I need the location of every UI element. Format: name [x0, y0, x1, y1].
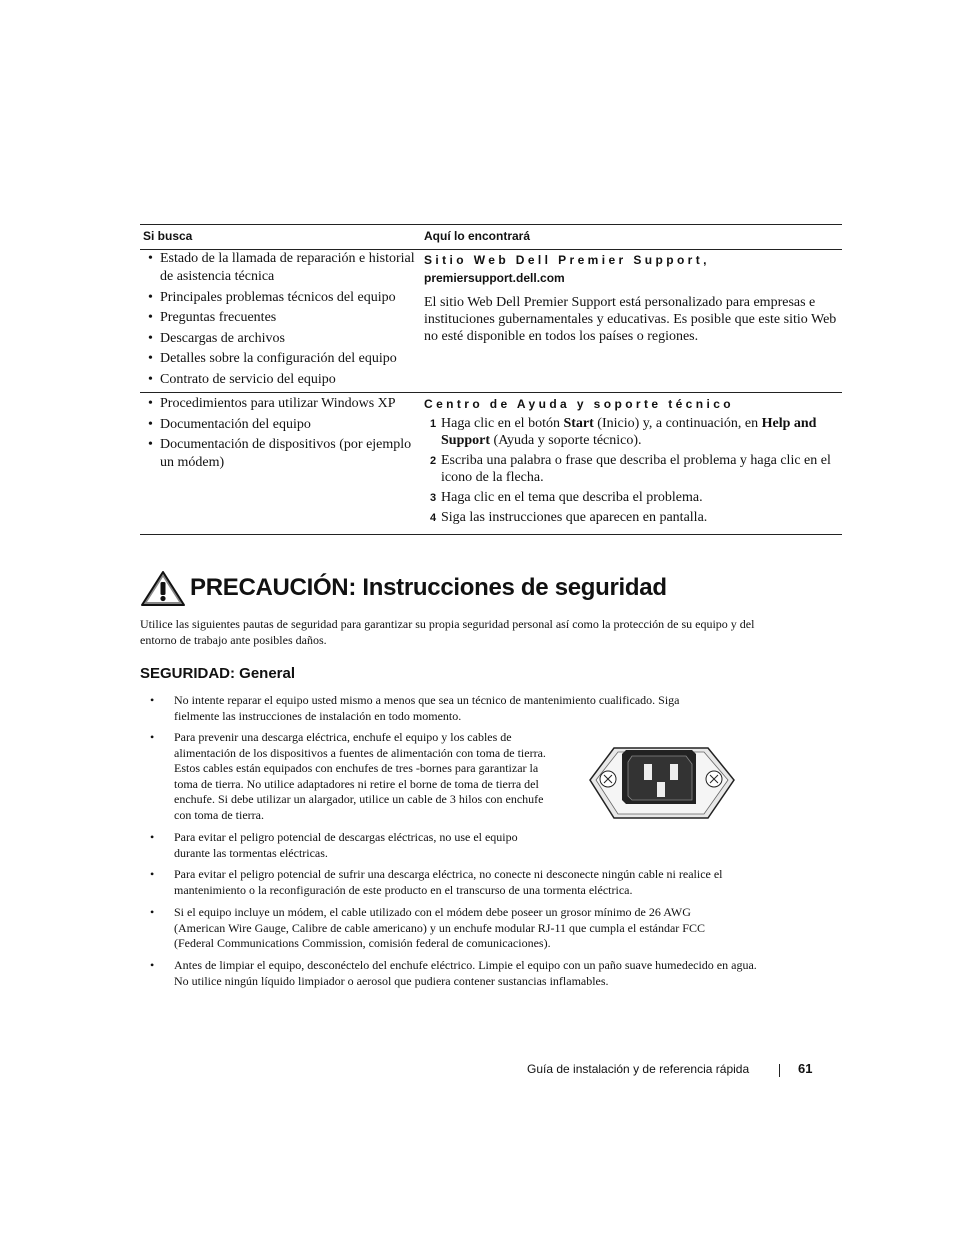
bullet-icon: •: [150, 905, 155, 919]
bullet-icon: •: [150, 693, 155, 707]
step-4: [424, 509, 842, 526]
footer-separator: [779, 1064, 780, 1077]
table-header-row: [140, 224, 842, 249]
step-number: 1: [430, 418, 437, 430]
table-bottom-rule: [140, 534, 842, 535]
step-text: (Ayuda y soporte técnico).: [490, 433, 642, 448]
step-number: 3: [430, 492, 437, 504]
row1-needs: [140, 250, 418, 391]
list-item: • Descargas de archivos: [140, 330, 418, 348]
caution-heading: [140, 570, 840, 610]
premier-support-title: Sitio Web Dell Premier Support,: [424, 253, 710, 267]
bullet-icon: •: [150, 867, 155, 881]
premier-support-url: premiersupport.dell.com: [424, 271, 565, 285]
section-heading: SEGURIDAD: General: [140, 665, 296, 682]
step-number: 4: [430, 512, 437, 524]
header-si-busca: Si busca: [143, 229, 193, 243]
list-item: • Detalles sobre la configuración del equipo: [140, 350, 418, 368]
bullet-text: No intente reparar el equipo usted mismo a menos que sea un técnico de mantenimiento cualificado. Siga fielmente las instrucciones de instalación en todo momento.: [174, 693, 680, 723]
list-item: • Principales problemas técnicos del equipo: [140, 289, 418, 307]
help-center-title: Centro de Ayuda y soporte técnico: [424, 397, 735, 411]
row-rule: [140, 392, 842, 393]
header-aqui-lo-encontrara: Aquí lo encontrará: [424, 229, 531, 243]
bullet-text: Para evitar el peligro potencial de sufrir una descarga eléctrica, no conecte ni desconecte ningún cable ni realice el mantenimiento o la reconfiguración de este producto en el transcurso de una tormenta eléctrica.: [174, 867, 723, 897]
bullet-icon: •: [150, 830, 155, 844]
list-item: • Procedimientos para utilizar Windows XP: [140, 395, 418, 413]
list-item: • Preguntas frecuentes: [140, 309, 418, 327]
step-text: Haga clic en el tema que describa el problema.: [441, 490, 703, 505]
step-number: 2: [430, 455, 437, 467]
step-text: (Inicio) y, a continuación, en: [593, 416, 762, 431]
list-item: • Documentación del equipo: [140, 416, 418, 434]
page-title: PRECAUCIÓN: Instrucciones de seguridad: [190, 574, 667, 601]
row1-source: [424, 251, 842, 345]
premier-support-paragraph: El sitio Web Dell Premier Support está personalizado para empresas e instituciones gubernamentales y educativas. Es posible que este sitio Web no esté disponible en todos los países o regiones.: [424, 295, 837, 344]
page-number: 61: [798, 1061, 813, 1076]
step-text: Siga las instrucciones que aparecen en pantalla.: [441, 510, 708, 525]
step-text: Escriba una palabra o frase que describa el problema y haga clic en el icono de la flecha.: [441, 453, 831, 485]
row2-source: [424, 395, 842, 529]
step-text: Haga clic en el botón: [441, 416, 564, 431]
list-item: • Contrato de servicio del equipo: [140, 371, 418, 389]
power-connector-icon: [588, 742, 738, 822]
list-item: • Documentación de dispositivos (por ejemplo un módem): [140, 436, 418, 472]
step-1: [424, 415, 842, 449]
footer-guide-title: Guía de instalación y de referencia rápida: [527, 1062, 750, 1076]
bullet-text: Si el equipo incluye un módem, el cable utilizado con el módem debe poseer un grosor mínimo de 26 AWG (American Wire Gauge, Calibre de cable americano) y un enchufe modular RJ-11 que cumpla el estándar FCC (Federal Communications Commission, comisión federal de comunicaciones).: [174, 905, 705, 950]
bullet-icon: •: [150, 730, 155, 744]
bullet-icon: •: [150, 958, 155, 972]
bullet-text: Para prevenir una descarga eléctrica, enchufe el equipo y los cables de alimentación de los dispositivos a fuentes de alimentación con toma de tierra. Estos cables están equipados con enchufes de tres -bornes para garantizar la toma de tierra. No utilice adaptadores ni retire el borne de toma de tierra del enchufe. Si debe utilizar un alargador, utilice un cable de 3 hilos con enchufe con toma de tierra.: [174, 730, 546, 822]
caution-intro: Utilice las siguientes pautas de seguridad para garantizar su propia seguridad personal así como la protección de su equipo y del entorno de trabajo ante posibles daños.: [140, 617, 755, 647]
step-3: [424, 489, 842, 506]
list-item: • Estado de la llamada de reparación e historial de asistencia técnica: [140, 250, 418, 286]
step-2: [424, 452, 842, 486]
start-term: Start: [563, 416, 594, 431]
bullet-text: Antes de limpiar el equipo, desconéctelo del enchufe eléctrico. Limpie el equipo con un paño suave humedecido en agua. No utilice ningún líquido limpiador o aerosol que pudiera contener sustancias inflamables.: [174, 958, 757, 988]
bullet-text: Para evitar el peligro potencial de descargas eléctricas, no use el equipo durante las tormentas eléctricas.: [174, 830, 518, 860]
help-support-term: Help and Support: [441, 416, 817, 448]
row2-needs: [140, 395, 418, 475]
warning-triangle-icon: [140, 570, 186, 608]
